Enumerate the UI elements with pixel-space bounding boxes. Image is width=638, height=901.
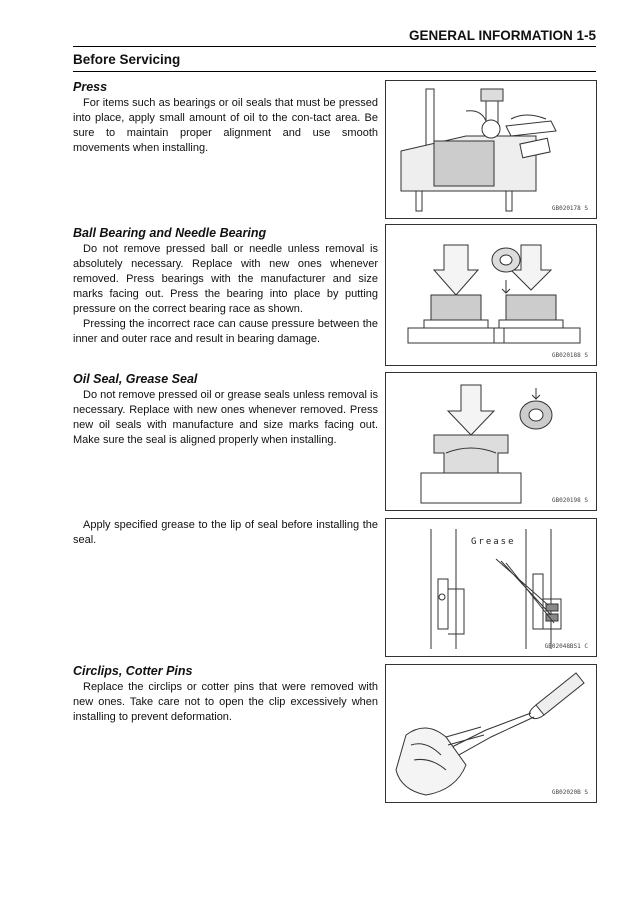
block-paragraph: For items such as bearings or oil seals that must be pressed into place, apply small amount of oil to the con-tact area. Be sure to maintain proper alignment and use smooth movements when installing. xyxy=(73,97,378,154)
grease-label: Grease xyxy=(471,537,516,547)
ball-bearing-block xyxy=(73,226,378,347)
press-figure xyxy=(385,80,597,219)
section-rule xyxy=(73,71,596,72)
grease-figure xyxy=(385,518,597,657)
oil-seal-block xyxy=(73,372,378,448)
figure-code: GB020198 S xyxy=(551,497,588,504)
press-illustration xyxy=(386,81,596,218)
block-paragraph: Do not remove pressed ball or needle unless removal is absolutely necessary. Replace with new ones whenever removed. Press bearings with the manufacturer and size marks facing out. Press the bearing into place by putting pressure on the correct bearing race as shown. xyxy=(73,243,378,315)
circlips-figure xyxy=(385,664,597,803)
block-paragraph: Do not remove pressed oil or grease seals unless removal is necessary. Replace with new ones whenever removed. Press new oil seals with manufacture and size marks facing out. Make sure the seal is aligned properly when installing. xyxy=(73,389,378,446)
block-title: Ball Bearing and Needle Bearing xyxy=(73,226,267,240)
grease-block xyxy=(73,518,378,548)
section-title: Before Servicing xyxy=(73,52,181,67)
block-paragraph: Pressing the incorrect race can cause pressure between the inner and outer race and result in bearing damage. xyxy=(73,318,378,345)
figure-code: GB02048BS1 C xyxy=(544,643,588,650)
block-title: Oil Seal, Grease Seal xyxy=(73,372,198,386)
oil-seal-figure xyxy=(385,372,597,511)
block-title: Circlips, Cotter Pins xyxy=(73,664,193,678)
page-header: GENERAL INFORMATION 1-5 xyxy=(408,28,596,43)
press-block xyxy=(73,80,378,156)
figure-code: GB02020B S xyxy=(551,789,588,796)
circlip-illustration xyxy=(386,665,596,802)
circlips-block xyxy=(73,664,378,725)
oil-seal-illustration xyxy=(386,373,596,510)
block-paragraph: Apply specified grease to the lip of seal before installing the seal. xyxy=(73,519,378,546)
header-rule xyxy=(73,46,596,47)
ball-bearing-figure xyxy=(385,224,597,366)
block-paragraph: Replace the circlips or cotter pins that were removed with new ones. Take care not to open the clip excessively when installing to prevent deformation. xyxy=(73,681,378,723)
figure-code: GB020178 S xyxy=(551,205,588,212)
block-title: Press xyxy=(73,80,108,94)
bearing-illustration xyxy=(386,225,596,365)
figure-code: GB020188 S xyxy=(551,352,588,359)
